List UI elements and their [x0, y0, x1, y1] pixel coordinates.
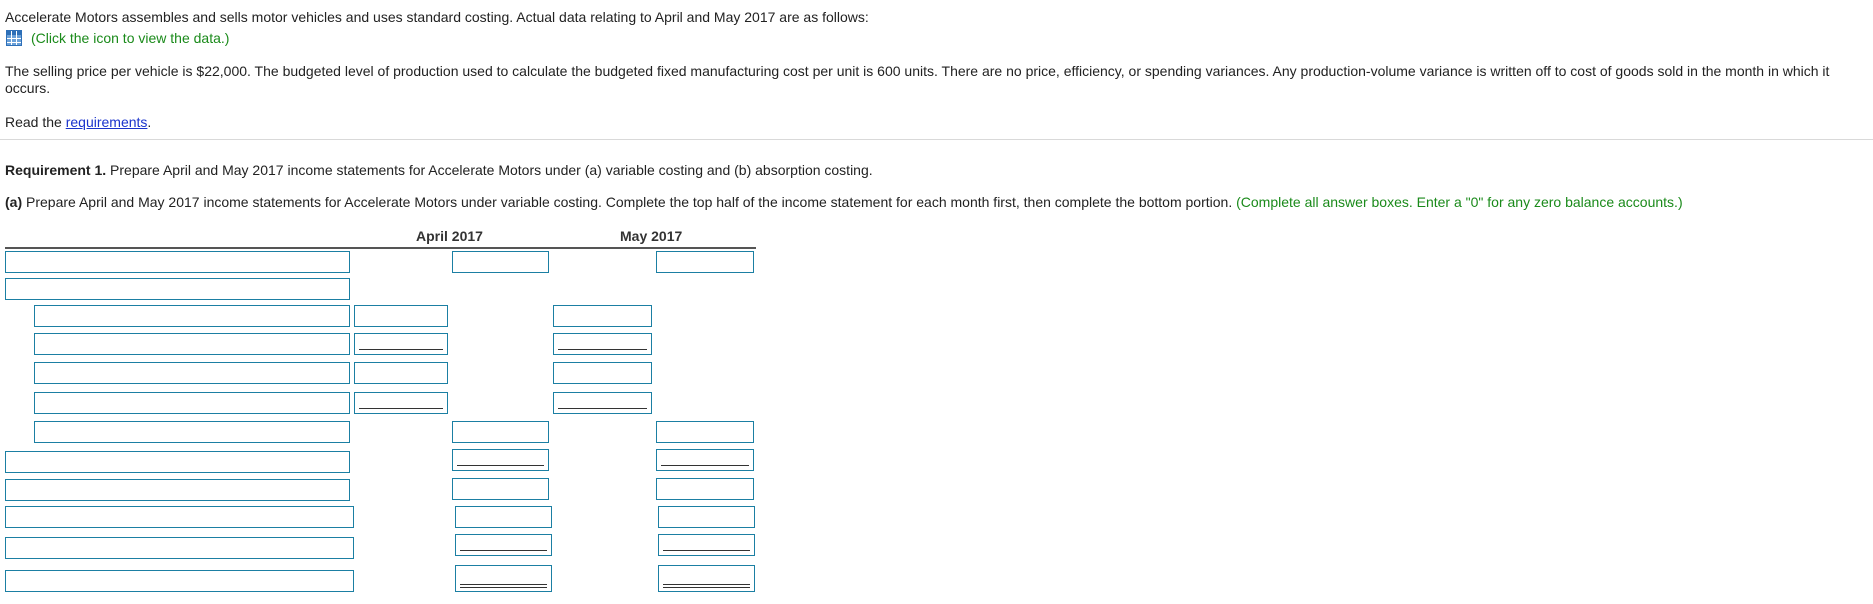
row6-label-input[interactable]: [34, 392, 350, 414]
row6-april-sub-input[interactable]: [354, 392, 448, 414]
requirement-text: Prepare April and May 2017 income statements for Accelerate Motors under (a) variable costing and (b) absorption costing.: [106, 162, 873, 178]
header-rule: [5, 247, 756, 249]
row10-april-input[interactable]: [455, 506, 552, 528]
part-a-instruction: [5, 194, 1683, 210]
row2-label-input[interactable]: [5, 278, 350, 300]
column-header-may: May 2017: [620, 228, 683, 244]
row4-april-sub-input[interactable]: [354, 333, 448, 355]
row8-april-input[interactable]: [452, 449, 549, 471]
part-a-text: Prepare April and May 2017 income statements for Accelerate Motors under variable costing. Complete the top half of the income statement for each month first, then complete the bottom portion.: [22, 194, 1233, 210]
row1-may-input[interactable]: [656, 251, 754, 273]
row9-april-input[interactable]: [452, 478, 549, 500]
row7-label-input[interactable]: [34, 421, 350, 443]
row10-may-input[interactable]: [658, 506, 755, 528]
row11-may-input[interactable]: [658, 534, 755, 556]
part-a-note: (Complete all answer boxes. Enter a "0" for any zero balance accounts.): [1232, 194, 1683, 210]
column-header-april: April 2017: [416, 228, 483, 244]
requirements-link[interactable]: requirements: [65, 114, 148, 130]
table-grid-icon[interactable]: [6, 30, 22, 46]
operating-income-april-input[interactable]: [455, 565, 552, 592]
row3-label-input[interactable]: [34, 305, 350, 327]
section-divider: [0, 139, 1873, 140]
requirement-label: Requirement 1.: [5, 162, 107, 178]
part-a-label: (a): [5, 194, 23, 210]
row1-label-input[interactable]: [5, 251, 350, 273]
row11-label-input[interactable]: [5, 537, 354, 559]
row7-april-input[interactable]: [452, 421, 549, 443]
row5-april-sub-input[interactable]: [354, 362, 448, 384]
view-data-link[interactable]: (Click the icon to view the data.): [31, 30, 230, 46]
row11-april-input[interactable]: [455, 534, 552, 556]
row4-may-sub-input[interactable]: [553, 333, 652, 355]
read-prefix: Read the: [5, 114, 66, 130]
read-suffix: .: [147, 114, 152, 130]
row6-may-sub-input[interactable]: [553, 392, 652, 414]
row4-label-input[interactable]: [34, 333, 350, 355]
row9-label-input[interactable]: [5, 479, 350, 501]
row3-april-sub-input[interactable]: [354, 305, 448, 327]
row9-may-input[interactable]: [656, 478, 754, 500]
operating-income-label-input[interactable]: [5, 570, 354, 592]
row8-label-input[interactable]: [5, 451, 350, 473]
read-requirements: [5, 114, 151, 130]
row3-may-sub-input[interactable]: [553, 305, 652, 327]
intro-text: Accelerate Motors assembles and sells motor vehicles and uses standard costing. Actual data relating to April and May 2017 are as follows:: [5, 9, 869, 25]
row7-may-input[interactable]: [656, 421, 754, 443]
requirement-1: [5, 162, 873, 178]
row10-label-input[interactable]: [5, 506, 354, 528]
row5-label-input[interactable]: [34, 362, 350, 384]
problem-description: The selling price per vehicle is $22,000. The budgeted level of production used to calculate the budgeted fixed manufacturing cost per unit is 600 units. There are no price, efficiency, or spending variances. Any production-volume variance is written off to cost of goods sold in the month in which it occurs.: [5, 63, 1830, 96]
row8-may-input[interactable]: [656, 449, 754, 471]
operating-income-may-input[interactable]: [658, 565, 755, 592]
row5-may-sub-input[interactable]: [553, 362, 652, 384]
row1-april-input[interactable]: [452, 251, 549, 273]
